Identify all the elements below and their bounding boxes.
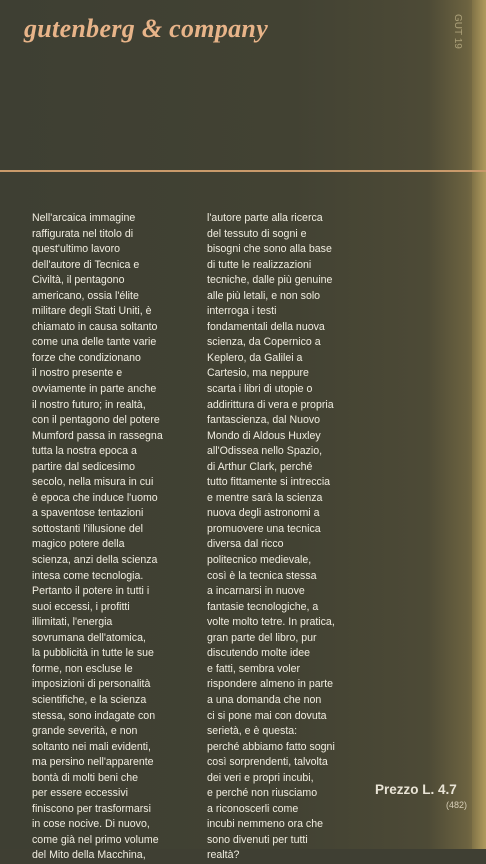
- blurb-line: tecniche, dalle più genuine: [207, 274, 333, 287]
- horizontal-rule: [0, 170, 486, 172]
- blurb-line: diversa dal ricco: [207, 538, 284, 551]
- blurb-line: a spaventose tentazioni: [32, 507, 144, 520]
- blurb-line: a una domanda che non: [207, 693, 322, 706]
- blurb-line: gran parte del libro, pur: [207, 631, 317, 644]
- blurb-line: scientifiche, e la scienza: [32, 693, 147, 706]
- blurb-line: volte molto tetre. In pratica,: [207, 616, 335, 629]
- blurb-line: così è la tecnica stessa: [207, 569, 317, 582]
- blurb-line: il nostro presente e: [32, 367, 123, 380]
- blurb-line: e mentre sarà la scienza: [207, 491, 323, 504]
- blurb-line: fantasie tecnologiche, a: [207, 600, 319, 613]
- publisher-name: gutenberg & company: [24, 14, 269, 43]
- blurb-line: all'Odissea nello Spazio,: [207, 445, 323, 458]
- blurb-line: grande severità, e non: [32, 725, 138, 738]
- blurb-line: raffigurata nel titolo di: [32, 227, 134, 240]
- blurb-line: di Arthur Clark, perché: [207, 460, 313, 473]
- blurb-line: Nell'arcaica immagine: [32, 212, 136, 224]
- blurb-left-column: [32, 211, 197, 864]
- blurb-line: imposizioni di personalità: [32, 678, 151, 691]
- blurb-line: con il pentagono del potere: [32, 414, 160, 427]
- blurb-line: forme, non escluse le: [32, 662, 133, 675]
- blurb-line: americano, ossia l'élite: [32, 289, 139, 302]
- blurb-line: di tutte le realizzazioni: [207, 258, 312, 271]
- blurb-line: promuovere una tecnica: [207, 522, 321, 535]
- blurb-line: stessa, sono indagate con: [32, 709, 156, 722]
- blurb-line: suoi eccessi, i profitti: [32, 600, 130, 613]
- blurb-line: del Mito della Macchina,: [32, 849, 146, 862]
- blurb-line: quest'ultimo lavoro: [32, 243, 120, 256]
- blurb-line: realtà?: [207, 849, 240, 862]
- blurb-line: sono divenuti per tutti: [207, 833, 308, 846]
- blurb-line: a riconoscerli come: [207, 802, 299, 815]
- blurb-line: in cose nocive. Di nuovo,: [32, 818, 150, 831]
- blurb-line: rispondere almeno in parte: [207, 678, 334, 691]
- blurb-line: sottostanti l'illusione del: [32, 522, 143, 535]
- price-code: (482): [446, 800, 468, 810]
- blurb-line: e fatti, sembra voler: [207, 662, 301, 675]
- blurb-line: discutendo molte idee: [207, 647, 311, 660]
- blurb-line: Mondo di Aldous Huxley: [207, 429, 321, 442]
- blurb-line: bisogni che sono alla base: [207, 243, 332, 256]
- blurb-line: nuova degli astronomi a: [207, 507, 320, 520]
- blurb-line: tutto fittamente si intreccia: [207, 476, 331, 489]
- blurb-line: ovviamente in parte anche: [32, 383, 157, 396]
- blurb-line: bontà di molti beni che: [32, 771, 139, 784]
- blurb-line: magico potere della: [32, 538, 125, 551]
- blurb-line: fondamentali della nuova: [207, 320, 325, 333]
- blurb-line: Civiltà, il pentagono: [32, 274, 125, 287]
- blurb-line: del tessuto di sogni e: [207, 227, 307, 240]
- blurb-line: il nostro futuro; in realtà,: [32, 398, 146, 411]
- blurb-line: militare degli Stati Uniti, è: [32, 305, 152, 318]
- blurb-line: soltanto nei mali evidenti,: [32, 740, 151, 753]
- blurb-line: partire dal sedicesimo: [32, 460, 136, 473]
- blurb-line: tutta la nostra epoca a: [32, 445, 137, 458]
- blurb-line: addirittura di vera e propria: [207, 398, 334, 411]
- blurb-line: e perché non riusciamo: [207, 787, 318, 800]
- blurb-line: come già nel primo volume: [32, 833, 159, 846]
- blurb-line: dei veri e propri incubi,: [207, 771, 314, 784]
- blurb-line: fantascienza, dal Nuovo: [207, 414, 321, 427]
- blurb-line: Cartesio, ma neppure: [207, 367, 309, 380]
- blurb-line: forze che condizionano: [32, 351, 141, 364]
- blurb-line: come una delle tante varie: [32, 336, 157, 349]
- blurb-line: secolo, nella misura in cui: [32, 476, 154, 489]
- price-label: Prezzo L. 4.7: [375, 782, 457, 797]
- spine-edge: [472, 0, 486, 849]
- blurb-line: dell'autore di Tecnica e: [32, 258, 140, 271]
- blurb-line: incubi nemmeno ora che: [207, 818, 324, 831]
- blurb-line: a incarnarsi in nuove: [207, 585, 305, 598]
- blurb-line: intesa come tecnologia.: [32, 569, 144, 582]
- blurb-line: finiscono per trasformarsi: [32, 802, 151, 815]
- blurb-line: è epoca che induce l'uomo: [32, 491, 158, 504]
- blurb-line: la pubblicità in tutte le sue: [32, 647, 154, 660]
- blurb-line: Mumford passa in rassegna: [32, 429, 163, 442]
- blurb-line: perché abbiamo fatto sogni: [207, 740, 335, 753]
- blurb-line: così sorprendenti, talvolta: [207, 756, 328, 769]
- blurb-line: ma persino nell'apparente: [32, 756, 154, 769]
- blurb-line: scienza, anzi della scienza: [32, 554, 158, 567]
- blurb-line: interroga i testi: [207, 305, 277, 318]
- blurb-line: scarta i libri di utopie o: [207, 383, 313, 396]
- blurb-line: Keplero, da Galilei a: [207, 351, 303, 364]
- blurb-line: alle più letali, e non solo: [207, 289, 321, 302]
- blurb-line: sovrumana dell'atomica,: [32, 631, 146, 644]
- blurb-line: illimitati, l'energia: [32, 616, 113, 629]
- blurb-line: serietà, e è questa:: [207, 725, 298, 738]
- blurb-line: scienza, da Copernico a: [207, 336, 321, 349]
- blurb-line: chiamato in causa soltanto: [32, 320, 158, 333]
- blurb-right-column: [207, 211, 377, 864]
- spine-label: GUT 19: [452, 14, 463, 49]
- blurb-line: l'autore parte alla ricerca: [207, 212, 323, 224]
- blurb-line: ci si pone mai con dovuta: [207, 709, 327, 722]
- blurb-line: Pertanto il potere in tutti i: [32, 585, 150, 598]
- blurb-line: politecnico medievale,: [207, 554, 312, 567]
- blurb-line: per essere eccessivi: [32, 787, 128, 800]
